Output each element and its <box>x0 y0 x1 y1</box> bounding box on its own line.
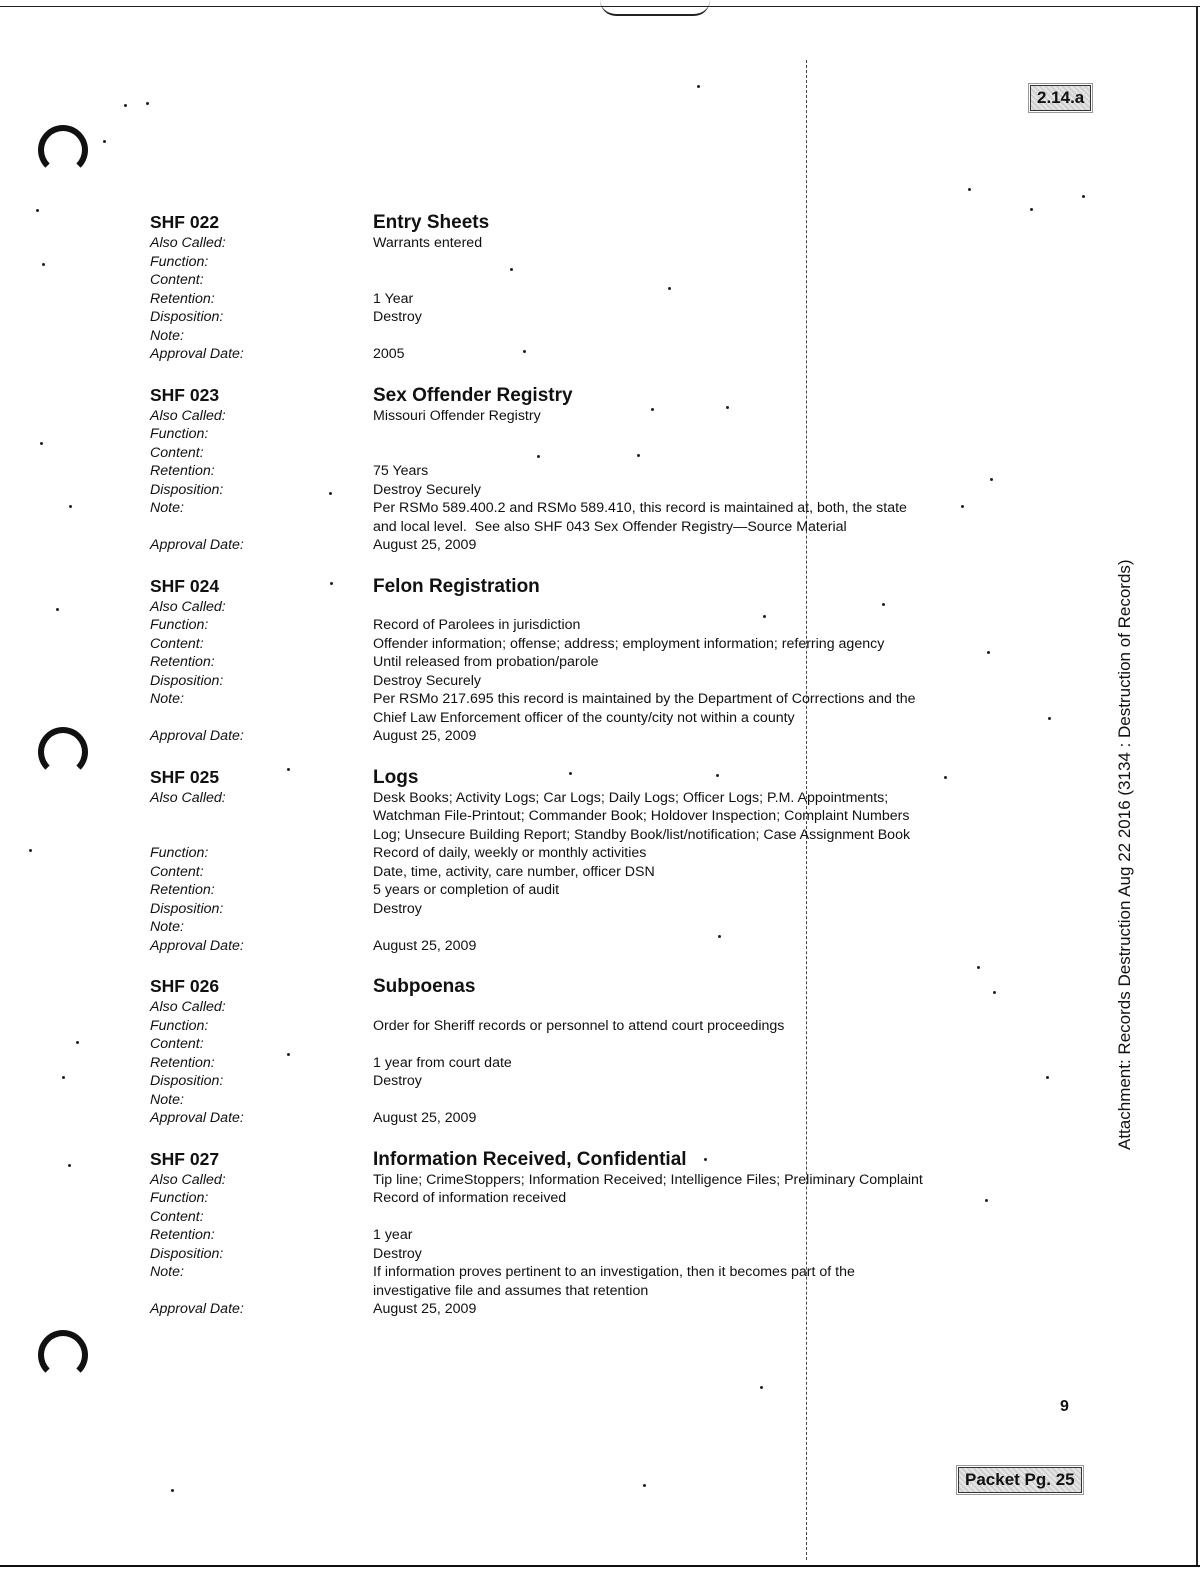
field-value: August 25, 2009 <box>373 537 477 553</box>
field-value: 2005 <box>373 346 405 362</box>
field-retention <box>150 290 1030 309</box>
record-title: Sex Offender Registry <box>373 384 573 406</box>
field-value: August 25, 2009 <box>373 728 477 744</box>
field-value: Record of information received <box>373 1190 567 1206</box>
field-retention <box>150 462 1030 481</box>
record-code: SHF 022 <box>150 212 220 232</box>
field-value: Destroy <box>373 1245 422 1262</box>
field-value <box>373 327 1030 346</box>
field-value: Warrants entered <box>373 235 483 251</box>
field-retention <box>150 1226 1030 1245</box>
field-value <box>373 1091 1030 1110</box>
field-label: Also Called: <box>150 789 226 806</box>
field-label: Note: <box>150 1091 184 1108</box>
records-schedule <box>150 212 1030 1340</box>
field-label: Also Called: <box>150 999 226 1015</box>
field-function <box>150 1189 1030 1208</box>
punch-hole-bottom <box>38 1330 88 1380</box>
field-label: Content: <box>150 444 204 461</box>
field-label: Also Called: <box>150 235 226 251</box>
record-code: SHF 025 <box>150 766 220 787</box>
field-value <box>373 1208 1030 1227</box>
field-label: Disposition: <box>150 309 224 325</box>
record-header <box>150 1149 1030 1171</box>
field-also-called <box>150 1171 1030 1190</box>
field-label: Function: <box>150 426 209 442</box>
field-label: Approval Date: <box>150 1110 244 1126</box>
field-value: Tip line; CrimeStoppers; Information Received; Intelligence Files; Preliminary Complaint <box>373 1171 923 1188</box>
right-border <box>1196 6 1198 1567</box>
record-title: Information Received, Confidential <box>373 1148 687 1170</box>
field-value <box>373 598 1030 617</box>
field-label: Disposition: <box>150 481 224 498</box>
field-label: Retention: <box>150 654 215 670</box>
field-approval-date <box>150 345 1030 364</box>
record-shf-023 <box>150 385 1030 555</box>
field-approval-date <box>150 1109 1030 1128</box>
field-label: Function: <box>150 253 209 270</box>
field-value: Destroy Securely <box>373 672 482 689</box>
field-value <box>373 918 1030 937</box>
field-value <box>373 425 1030 444</box>
field-approval-date <box>150 536 1030 555</box>
field-also-called <box>150 407 1030 426</box>
field-value: 1 year <box>373 1227 413 1243</box>
field-note <box>150 327 1030 346</box>
field-also-called <box>150 789 1030 845</box>
field-function <box>150 616 1030 635</box>
record-title: Felon Registration <box>373 575 540 597</box>
field-value: Desk Books; Activity Logs; Car Logs; Daily Logs; Officer Logs; P.M. Appointments; Watchman File-Printout; Commander Book; Holdover Inspection; Complaint Numbers Log; Unsecure Building Report; Standby Book/list/notification; Case Assignment Book <box>373 789 911 843</box>
field-also-called <box>150 234 1030 253</box>
record-code: SHF 023 <box>150 384 220 405</box>
field-label: Function: <box>150 1017 209 1034</box>
field-value: Record of daily, weekly or monthly activities <box>373 845 647 861</box>
field-label: Note: <box>150 500 184 516</box>
packet-page-stamp: Packet Pg. 25 <box>958 1467 1082 1493</box>
field-value: Offender information; offense; address; employment information; referring agency <box>373 635 885 652</box>
field-label: Also Called: <box>150 1171 226 1188</box>
bottom-border <box>0 1565 1200 1567</box>
field-label: Retention: <box>150 290 215 307</box>
field-value: Per RSMo 217.695 this record is maintained by the Department of Corrections and the Chief Law Enforcement officer of the county/city not within a county <box>373 691 916 726</box>
field-disposition <box>150 308 1030 327</box>
record-header <box>150 576 1030 598</box>
field-label: Approval Date: <box>150 1301 244 1317</box>
field-value: 75 Years <box>373 463 429 479</box>
field-label: Retention: <box>150 463 215 479</box>
field-value: August 25, 2009 <box>373 937 477 954</box>
field-disposition <box>150 1072 1030 1091</box>
field-note <box>150 918 1030 937</box>
field-label: Disposition: <box>150 1073 224 1089</box>
field-value: Order for Sheriff records or personnel to attend court proceedings <box>373 1017 785 1034</box>
field-value: Destroy <box>373 309 422 325</box>
field-value <box>373 444 1030 463</box>
field-label: Function: <box>150 617 209 633</box>
field-approval-date <box>150 727 1030 746</box>
field-label: Content: <box>150 272 204 288</box>
field-value: Record of Parolees in jurisdiction <box>373 617 581 633</box>
field-label: Content: <box>150 635 204 652</box>
field-note <box>150 690 1030 727</box>
field-value: August 25, 2009 <box>373 1301 477 1317</box>
record-header <box>150 767 1030 789</box>
field-function <box>150 844 1030 863</box>
field-value <box>373 253 1030 272</box>
field-disposition <box>150 672 1030 691</box>
record-code: SHF 026 <box>150 976 220 996</box>
agenda-item-stamp: 2.14.a <box>1030 85 1091 111</box>
field-label: Note: <box>150 919 184 935</box>
field-content <box>150 635 1030 654</box>
field-value <box>373 271 1030 290</box>
field-label: Also Called: <box>150 598 226 615</box>
field-label: Retention: <box>150 882 215 898</box>
field-label: Disposition: <box>150 900 224 917</box>
punch-hole-middle <box>38 727 88 777</box>
field-function <box>150 253 1030 272</box>
field-note <box>150 1091 1030 1110</box>
page-number: 9 <box>1060 1398 1069 1415</box>
record-header <box>150 212 1030 234</box>
attachment-side-label: Attachment: Records Destruction Aug 22 2016 (3134 : Destruction of Records) <box>1115 559 1134 1150</box>
field-content <box>150 1035 1030 1054</box>
field-label: Approval Date: <box>150 937 244 954</box>
field-function <box>150 425 1030 444</box>
record-header <box>150 976 1030 998</box>
field-content <box>150 1208 1030 1227</box>
field-label: Content: <box>150 863 204 880</box>
field-value: If information proves pertinent to an investigation, then it becomes part of the investigative file and assumes that retention <box>373 1264 855 1299</box>
field-also-called <box>150 598 1030 617</box>
field-value: 5 years or completion of audit <box>373 882 560 898</box>
field-disposition <box>150 1245 1030 1264</box>
field-label: Also Called: <box>150 407 226 424</box>
record-header <box>150 385 1030 407</box>
field-function <box>150 1017 1030 1036</box>
field-label: Function: <box>150 1190 209 1206</box>
record-title: Entry Sheets <box>373 212 490 233</box>
top-border <box>0 6 1200 7</box>
field-value: 1 Year <box>373 290 414 307</box>
field-note <box>150 499 1030 536</box>
field-value: Date, time, activity, care number, officer DSN <box>373 863 655 880</box>
field-value: Destroy <box>373 900 422 917</box>
record-shf-022 <box>150 212 1030 364</box>
field-value: Destroy Securely <box>373 481 482 498</box>
field-disposition <box>150 900 1030 919</box>
field-value: August 25, 2009 <box>373 1110 477 1126</box>
record-shf-024 <box>150 576 1030 746</box>
field-value: 1 year from court date <box>373 1054 512 1071</box>
record-title: Subpoenas <box>373 976 476 997</box>
field-label: Content: <box>150 1208 204 1225</box>
field-label: Approval Date: <box>150 537 244 553</box>
field-approval-date <box>150 1300 1030 1319</box>
field-retention <box>150 653 1030 672</box>
record-shf-026 <box>150 976 1030 1128</box>
record-shf-025 <box>150 767 1030 956</box>
field-value: Missouri Offender Registry <box>373 407 541 424</box>
scan-notch <box>600 0 710 16</box>
field-approval-date <box>150 937 1030 956</box>
field-value: Until released from probation/parole <box>373 654 599 670</box>
field-label: Retention: <box>150 1054 215 1071</box>
field-note <box>150 1263 1030 1300</box>
field-content <box>150 444 1030 463</box>
field-also-called <box>150 998 1030 1017</box>
record-title: Logs <box>373 766 419 788</box>
field-label: Content: <box>150 1036 204 1052</box>
field-retention <box>150 1054 1030 1073</box>
field-value: Destroy <box>373 1073 422 1089</box>
record-code: SHF 024 <box>150 575 220 596</box>
field-content <box>150 271 1030 290</box>
field-label: Disposition: <box>150 1245 224 1262</box>
record-code: SHF 027 <box>150 1148 220 1169</box>
field-label: Retention: <box>150 1227 215 1243</box>
field-label: Function: <box>150 845 209 861</box>
field-value <box>373 998 1030 1017</box>
field-label: Note: <box>150 691 184 707</box>
field-retention <box>150 881 1030 900</box>
record-shf-027 <box>150 1149 1030 1319</box>
field-value <box>373 1035 1030 1054</box>
field-label: Note: <box>150 1264 184 1280</box>
field-label: Approval Date: <box>150 346 244 362</box>
field-disposition <box>150 481 1030 500</box>
field-label: Disposition: <box>150 672 224 689</box>
field-label: Note: <box>150 327 184 344</box>
field-value: Per RSMo 589.400.2 and RSMo 589.410, this record is maintained at, both, the state and local level. See also SHF 043 Sex Offender Registry—Source Material <box>373 500 907 535</box>
field-content <box>150 863 1030 882</box>
field-label: Approval Date: <box>150 728 244 744</box>
punch-hole-top <box>38 125 88 175</box>
